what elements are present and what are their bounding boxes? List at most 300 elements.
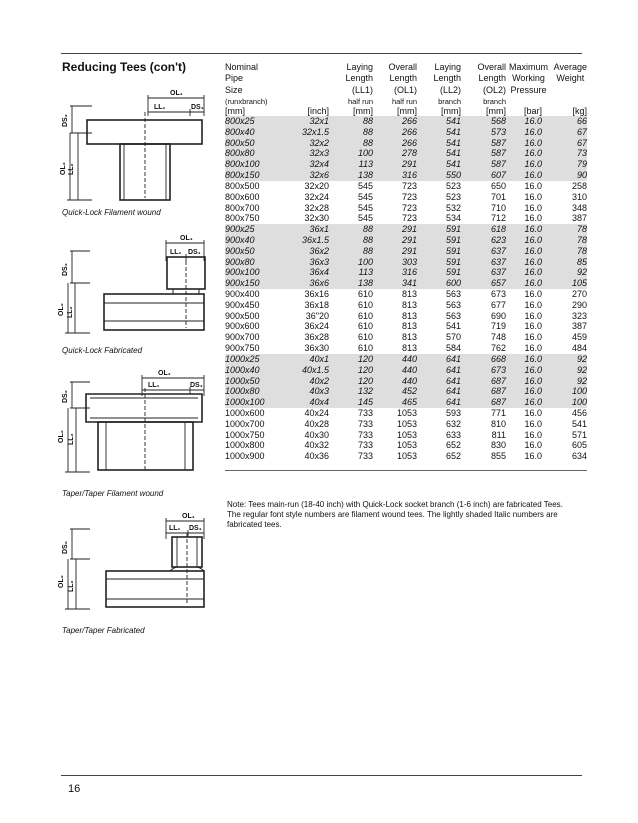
cell-ll2: 523 <box>445 180 461 191</box>
cell-pressure: 16.0 <box>524 159 542 170</box>
cell-ol1: 813 <box>401 332 417 343</box>
cell-ll1: 113 <box>358 159 373 170</box>
cell-size-inch: 40x24 <box>304 407 329 418</box>
cell-ol1: 723 <box>401 191 417 202</box>
cell-ol1: 291 <box>401 224 417 235</box>
cell-weight: 66 <box>576 116 587 126</box>
cell-ll2: 641 <box>445 386 461 397</box>
cell-ol2: 710 <box>490 202 506 213</box>
cell-size-mm: 1000x40 <box>225 364 260 375</box>
cell-ll1: 733 <box>357 407 373 418</box>
table-row <box>225 116 587 127</box>
cell-size-mm: 900x450 <box>225 299 260 310</box>
cell-pressure: 16.0 <box>524 321 542 332</box>
cell-pressure: 16.0 <box>524 256 542 267</box>
cell-ol2: 762 <box>490 343 506 354</box>
table-row <box>225 365 587 376</box>
cell-ll1: 733 <box>357 440 373 451</box>
cell-ll2: 563 <box>445 289 461 299</box>
cell-ol2: 719 <box>490 321 506 332</box>
header-max-working-pressure: Maximum Working Pressure <box>508 62 548 95</box>
cell-ol2: 668 <box>490 353 506 364</box>
cell-weight: 78 <box>576 245 587 256</box>
cell-size-mm: 800x80 <box>225 148 255 159</box>
cell-pressure: 16.0 <box>524 289 542 299</box>
top-rule <box>61 53 582 54</box>
cell-size-inch: 36x1.5 <box>301 234 329 245</box>
cell-ll1: 545 <box>357 202 373 213</box>
cell-size-mm: 900x40 <box>225 234 255 245</box>
cell-weight: 571 <box>571 429 587 440</box>
cell-ol1: 1053 <box>396 429 417 440</box>
cell-ll1: 138 <box>357 278 373 289</box>
cell-ol1: 813 <box>401 321 417 332</box>
cell-ol1: 316 <box>401 267 417 278</box>
cell-ll1: 100 <box>357 256 373 267</box>
cell-ol1: 813 <box>401 310 417 321</box>
units-row: [mm] [inch] [mm] [mm] [mm] [mm] [bar] [kg] <box>225 106 587 116</box>
table-row <box>225 267 587 278</box>
cell-size-mm: 800x750 <box>225 213 260 224</box>
cell-pressure: 16.0 <box>524 148 542 159</box>
table-row <box>225 354 587 365</box>
dim-label-ds2: DS₂ <box>62 541 69 554</box>
cell-ol2: 690 <box>490 310 506 321</box>
dim-label-ol1: OL₁ <box>170 90 183 97</box>
table-row <box>225 192 587 203</box>
cell-ll2: 532 <box>445 202 461 213</box>
cell-ll1: 120 <box>357 353 373 364</box>
figure-caption: Quick-Lock Filament wound <box>62 208 161 217</box>
cell-weight: 605 <box>571 440 587 451</box>
cell-pressure: 16.0 <box>524 353 542 364</box>
cell-pressure: 16.0 <box>524 386 542 397</box>
section-title: Reducing Tees (con't) <box>62 60 186 74</box>
header-overall-length-ol2: Overall Length (OL2) branch <box>477 62 506 106</box>
cell-weight: 348 <box>571 202 587 213</box>
cell-ll2: 563 <box>445 299 461 310</box>
cell-size-inch: 40x2 <box>309 375 329 386</box>
cell-ol2: 587 <box>490 148 506 159</box>
cell-ll2: 563 <box>445 310 461 321</box>
table-row <box>225 257 587 268</box>
reducing-tees-table <box>225 116 587 462</box>
dim-label-ds2: DS₂ <box>62 390 69 403</box>
cell-ol2: 587 <box>490 159 506 170</box>
cell-ll1: 88 <box>362 116 373 126</box>
cell-ll1: 610 <box>357 310 373 321</box>
cell-size-inch: 36x24 <box>304 321 329 332</box>
page-number: 16 <box>68 783 81 795</box>
cell-size-mm: 900x600 <box>225 321 260 332</box>
cell-ll1: 120 <box>357 364 373 375</box>
cell-ll2: 652 <box>445 451 461 462</box>
cell-ol2: 618 <box>490 224 506 235</box>
cell-ll1: 88 <box>362 234 373 245</box>
cell-ol2: 623 <box>490 234 506 245</box>
dim-label-ll1: LL₁ <box>148 382 160 389</box>
table-row <box>225 451 587 462</box>
cell-size-mm: 900x750 <box>225 343 260 354</box>
cell-ol2: 587 <box>490 137 506 148</box>
cell-weight: 79 <box>576 159 587 170</box>
cell-ol2: 810 <box>490 418 506 429</box>
dim-label-ll2: LL₂ <box>68 163 75 175</box>
cell-ll2: 523 <box>445 191 461 202</box>
figure-caption: Taper/Taper Fabricated <box>62 626 145 635</box>
cell-ll2: 600 <box>445 278 461 289</box>
cell-weight: 459 <box>571 332 587 343</box>
tee-drawing <box>62 88 212 203</box>
bottom-rule <box>61 775 582 776</box>
dim-label-ll2: LL₂ <box>68 580 75 592</box>
cell-pressure: 16.0 <box>524 343 542 354</box>
cell-weight: 92 <box>576 267 587 278</box>
figure-taper-filament <box>58 368 212 478</box>
dim-label-ds1: DS₁ <box>189 525 202 532</box>
cell-ol2: 701 <box>490 191 506 202</box>
cell-ll2: 570 <box>445 332 461 343</box>
cell-ll2: 541 <box>445 137 461 148</box>
cell-weight: 105 <box>571 278 587 289</box>
tee-drawing <box>58 233 212 338</box>
cell-ol2: 677 <box>490 299 506 310</box>
cell-size-mm: 800x500 <box>225 180 260 191</box>
cell-pressure: 16.0 <box>524 407 542 418</box>
dim-label-ds1: DS₁ <box>190 382 203 389</box>
cell-size-mm: 800x700 <box>225 202 260 213</box>
cell-size-inch: 32x28 <box>304 202 329 213</box>
table-row <box>225 159 587 170</box>
cell-pressure: 16.0 <box>524 375 542 386</box>
cell-size-mm: 800x150 <box>225 170 260 181</box>
cell-weight: 100 <box>571 386 587 397</box>
header-laying-length-ll1: Laying Length (LL1) half run <box>345 62 373 106</box>
cell-ll1: 88 <box>362 245 373 256</box>
table-row <box>225 203 587 214</box>
cell-size-mm: 1000x100 <box>225 397 265 408</box>
cell-ol1: 266 <box>401 116 417 126</box>
table-row <box>225 213 587 224</box>
cell-ol2: 573 <box>490 126 506 137</box>
cell-ol1: 1053 <box>396 407 417 418</box>
cell-ol1: 266 <box>401 137 417 148</box>
cell-pressure: 16.0 <box>524 451 542 462</box>
dim-label-ll2: LL₂ <box>68 433 75 445</box>
cell-ol2: 607 <box>490 170 506 181</box>
cell-ll2: 591 <box>445 234 461 245</box>
cell-weight: 634 <box>571 451 587 462</box>
table-row <box>225 386 587 397</box>
cell-size-mm: 1000x900 <box>225 451 265 462</box>
cell-ol1: 813 <box>401 289 417 299</box>
table-row <box>225 440 587 451</box>
cell-size-inch: 36x30 <box>304 343 329 354</box>
cell-ol2: 687 <box>490 375 506 386</box>
cell-size-mm: 1000x700 <box>225 418 265 429</box>
cell-weight: 258 <box>571 180 587 191</box>
cell-ol2: 687 <box>490 397 506 408</box>
dim-label-ol1: OL₁ <box>182 513 195 520</box>
figure-caption: Taper/Taper Filament wound <box>62 489 164 498</box>
cell-ll2: 541 <box>445 321 461 332</box>
cell-ol2: 748 <box>490 332 506 343</box>
cell-size-mm: 1000x800 <box>225 440 265 451</box>
cell-size-mm: 800x40 <box>225 126 255 137</box>
cell-size-inch: 36x3 <box>309 256 329 267</box>
cell-size-inch: 40x36 <box>304 451 329 462</box>
table-row <box>225 300 587 311</box>
cell-size-inch: 40x28 <box>304 418 329 429</box>
cell-size-mm: 900x500 <box>225 310 260 321</box>
cell-ol1: 465 <box>401 397 417 408</box>
dim-label-ll1: LL₁ <box>169 525 181 532</box>
cell-ll1: 88 <box>362 126 373 137</box>
cell-size-inch: 32x20 <box>304 180 329 191</box>
cell-ll2: 632 <box>445 418 461 429</box>
table-row <box>225 311 587 322</box>
cell-pressure: 16.0 <box>524 224 542 235</box>
cell-ol1: 1053 <box>396 440 417 451</box>
table-row <box>225 278 587 289</box>
table-note <box>227 500 582 531</box>
cell-weight: 484 <box>571 343 587 354</box>
tee-drawing <box>58 368 212 478</box>
cell-ll2: 633 <box>445 429 461 440</box>
cell-size-inch: 32x30 <box>304 213 329 224</box>
header-nominal-size: Nominal Pipe Size (runxbranch) <box>225 62 268 106</box>
cell-ll2: 541 <box>445 116 461 126</box>
cell-ol1: 1053 <box>396 451 417 462</box>
cell-ll1: 610 <box>357 332 373 343</box>
cell-pressure: 16.0 <box>524 170 542 181</box>
cell-weight: 323 <box>571 310 587 321</box>
cell-weight: 92 <box>576 375 587 386</box>
cell-ol1: 723 <box>401 213 417 224</box>
cell-size-inch: 40x3 <box>309 386 329 397</box>
cell-pressure: 16.0 <box>524 267 542 278</box>
cell-ll2: 541 <box>445 159 461 170</box>
cell-ol1: 266 <box>401 126 417 137</box>
table-row <box>225 332 587 343</box>
cell-size-mm: 1000x50 <box>225 375 260 386</box>
cell-ll1: 88 <box>362 137 373 148</box>
cell-ol1: 303 <box>401 256 417 267</box>
note-line: The regular font style numbers are filament wound tees. The lightly shaded Italic numbers are fabricated tees. <box>227 510 558 530</box>
cell-ol1: 278 <box>401 148 417 159</box>
dim-label-ds2: DS₂ <box>62 114 69 127</box>
cell-weight: 67 <box>576 137 587 148</box>
cell-ll2: 641 <box>445 353 461 364</box>
cell-ol2: 637 <box>490 267 506 278</box>
cell-size-mm: 900x80 <box>225 256 255 267</box>
cell-size-mm: 800x600 <box>225 191 260 202</box>
figure-taper-fabricated <box>58 511 212 616</box>
cell-size-mm: 900x700 <box>225 332 260 343</box>
cell-ol1: 440 <box>401 375 417 386</box>
table-row <box>225 224 587 235</box>
cell-size-inch: 32x4 <box>309 159 329 170</box>
cell-size-mm: 800x100 <box>225 159 260 170</box>
dim-label-ds1: DS₁ <box>191 104 204 111</box>
cell-ll2: 584 <box>445 343 461 354</box>
cell-ol2: 830 <box>490 440 506 451</box>
dim-label-ol2: OL₂ <box>58 575 65 588</box>
figure-caption: Quick-Lock Fabricated <box>62 346 143 355</box>
cell-weight: 270 <box>571 289 587 299</box>
table-bottom-rule <box>225 470 587 471</box>
table-row <box>225 430 587 441</box>
tee-drawing <box>58 511 212 616</box>
cell-ll2: 550 <box>445 170 461 181</box>
cell-weight: 456 <box>571 407 587 418</box>
cell-ol2: 637 <box>490 245 506 256</box>
cell-ll1: 100 <box>357 148 373 159</box>
dim-label-ol1: OL₁ <box>180 235 193 242</box>
cell-pressure: 16.0 <box>524 213 542 224</box>
cell-ll1: 138 <box>357 170 373 181</box>
cell-pressure: 16.0 <box>524 245 542 256</box>
cell-pressure: 16.0 <box>524 116 542 126</box>
dim-label-ol1: OL₁ <box>158 370 171 377</box>
cell-ol2: 657 <box>490 278 506 289</box>
cell-ol1: 723 <box>401 202 417 213</box>
table-row <box>225 376 587 387</box>
cell-size-inch: 32x3 <box>309 148 329 159</box>
cell-size-mm: 900x50 <box>225 245 255 256</box>
table-row <box>225 408 587 419</box>
cell-ol2: 673 <box>490 289 506 299</box>
cell-ll2: 541 <box>445 126 461 137</box>
cell-pressure: 16.0 <box>524 191 542 202</box>
cell-size-inch: 32x1 <box>309 116 329 126</box>
cell-pressure: 16.0 <box>524 137 542 148</box>
cell-size-inch: 36x1 <box>309 224 329 235</box>
cell-ll1: 545 <box>357 213 373 224</box>
cell-size-inch: 32x24 <box>304 191 329 202</box>
cell-ll1: 545 <box>357 191 373 202</box>
cell-ol1: 291 <box>401 159 417 170</box>
cell-ol1: 723 <box>401 180 417 191</box>
cell-pressure: 16.0 <box>524 299 542 310</box>
cell-weight: 85 <box>576 256 587 267</box>
cell-weight: 92 <box>576 353 587 364</box>
cell-ol2: 637 <box>490 256 506 267</box>
cell-ol1: 1053 <box>396 418 417 429</box>
cell-size-mm: 1000x80 <box>225 386 260 397</box>
cell-ll1: 610 <box>357 299 373 310</box>
cell-pressure: 16.0 <box>524 440 542 451</box>
cell-size-mm: 1000x600 <box>225 407 265 418</box>
cell-ol1: 291 <box>401 245 417 256</box>
cell-ol1: 813 <box>401 299 417 310</box>
dim-label-ll1: LL₁ <box>154 104 166 111</box>
table-row <box>225 148 587 159</box>
cell-ll1: 610 <box>357 343 373 354</box>
table-row <box>225 419 587 430</box>
cell-pressure: 16.0 <box>524 364 542 375</box>
cell-weight: 67 <box>576 126 587 137</box>
table-row <box>225 246 587 257</box>
cell-weight: 541 <box>571 418 587 429</box>
cell-pressure: 16.0 <box>524 180 542 191</box>
table-row <box>225 181 587 192</box>
cell-ll1: 733 <box>357 429 373 440</box>
cell-pressure: 16.0 <box>524 126 542 137</box>
cell-ol2: 712 <box>490 213 506 224</box>
table-row <box>225 343 587 354</box>
cell-size-mm: 900x100 <box>225 267 260 278</box>
cell-ol2: 771 <box>490 407 506 418</box>
cell-ll1: 145 <box>357 397 373 408</box>
table-row <box>225 397 587 408</box>
header-overall-length-ol1: Overall Length (OL1) half run <box>388 62 417 106</box>
table-row <box>225 235 587 246</box>
figure-quick-lock-fabricated <box>58 233 212 338</box>
cell-weight: 90 <box>576 170 587 181</box>
cell-ll2: 591 <box>445 224 461 235</box>
cell-size-inch: 32x6 <box>309 170 329 181</box>
cell-ol1: 341 <box>401 278 417 289</box>
cell-size-mm: 1000x750 <box>225 429 265 440</box>
dim-label-ol2: OL₂ <box>58 430 65 443</box>
cell-ol1: 440 <box>401 364 417 375</box>
cell-ol1: 316 <box>401 170 417 181</box>
cell-ll1: 733 <box>357 418 373 429</box>
cell-ol2: 568 <box>490 116 506 126</box>
cell-pressure: 16.0 <box>524 234 542 245</box>
cell-weight: 100 <box>571 397 587 408</box>
header-average-weight: Average Weight <box>553 62 587 84</box>
dim-label-ol2: OL₂ <box>60 162 67 175</box>
cell-size-mm: 900x150 <box>225 278 260 289</box>
cell-ol2: 673 <box>490 364 506 375</box>
cell-ll1: 733 <box>357 451 373 462</box>
dim-label-ll2: LL₂ <box>67 306 74 318</box>
cell-size-inch: 36x16 <box>304 289 329 299</box>
cell-pressure: 16.0 <box>524 429 542 440</box>
cell-ll2: 534 <box>445 213 461 224</box>
cell-size-mm: 900x25 <box>225 224 255 235</box>
cell-ol1: 291 <box>401 234 417 245</box>
cell-ol1: 452 <box>401 386 417 397</box>
cell-ll1: 132 <box>357 386 373 397</box>
cell-pressure: 16.0 <box>524 310 542 321</box>
cell-ll2: 641 <box>445 375 461 386</box>
dim-label-ds2: DS₂ <box>62 263 69 276</box>
table-row <box>225 127 587 138</box>
cell-ll1: 113 <box>358 267 373 278</box>
figure-quick-lock-filament <box>62 88 212 203</box>
cell-weight: 290 <box>571 299 587 310</box>
cell-ll1: 545 <box>357 180 373 191</box>
cell-size-inch: 36x28 <box>304 332 329 343</box>
cell-ll2: 591 <box>445 256 461 267</box>
cell-ll1: 610 <box>357 289 373 299</box>
cell-size-inch: 32x2 <box>309 137 329 148</box>
cell-ll1: 610 <box>357 321 373 332</box>
cell-ll2: 641 <box>445 364 461 375</box>
cell-ol2: 811 <box>491 429 506 440</box>
cell-ol2: 855 <box>490 451 506 462</box>
cell-pressure: 16.0 <box>524 278 542 289</box>
cell-pressure: 16.0 <box>524 332 542 343</box>
cell-size-inch: 40x32 <box>304 440 329 451</box>
cell-weight: 78 <box>576 234 587 245</box>
cell-size-inch: 32x1.5 <box>301 126 329 137</box>
cell-size-inch: 36x6 <box>309 278 329 289</box>
cell-weight: 387 <box>571 213 587 224</box>
